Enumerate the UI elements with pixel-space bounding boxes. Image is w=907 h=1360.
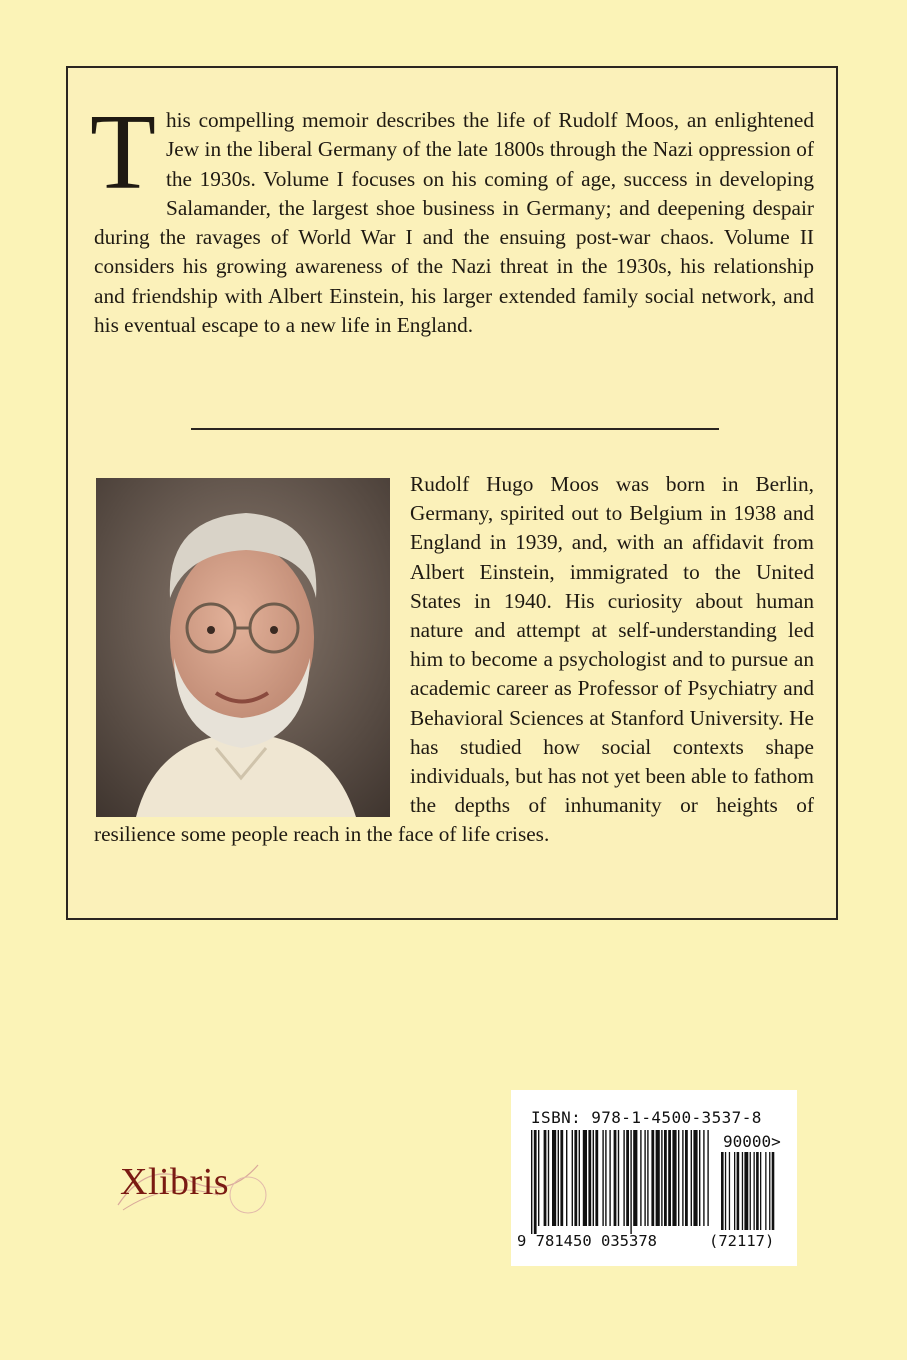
blurb-dropcap: T <box>90 93 156 212</box>
addon-bar <box>769 1152 770 1230</box>
addon-bar <box>756 1152 759 1230</box>
barcode-bar <box>691 1130 692 1226</box>
isbn-barcode <box>511 1090 797 1266</box>
barcode-bar <box>623 1130 624 1226</box>
addon-bar <box>760 1152 761 1230</box>
barcode-bar <box>588 1130 591 1226</box>
isbn-label: ISBN: 978-1-4500-3537-8 <box>531 1108 762 1127</box>
barcode-bar <box>633 1130 637 1226</box>
barcode-bar <box>664 1130 667 1226</box>
barcode-bar <box>602 1130 603 1226</box>
price-code: 90000> <box>723 1132 781 1151</box>
addon-bar <box>725 1152 726 1230</box>
barcode-bar <box>538 1130 539 1226</box>
barcode-bar <box>595 1130 598 1226</box>
barcode-bar <box>605 1130 606 1226</box>
barcode-bars <box>531 1130 781 1234</box>
barcode-bar <box>651 1130 654 1226</box>
addon-bar <box>721 1152 724 1230</box>
barcode-bar <box>548 1130 549 1226</box>
barcode-bar <box>699 1130 700 1226</box>
barcode-bar <box>678 1130 679 1226</box>
barcode-bar <box>682 1130 683 1226</box>
barcode-bar <box>609 1130 610 1226</box>
addon-bar <box>754 1152 755 1230</box>
author-bio <box>94 470 814 850</box>
barcode-bar <box>707 1130 708 1226</box>
barcode-bar <box>661 1130 662 1226</box>
barcode-bar <box>572 1130 573 1226</box>
barcode-bar <box>668 1130 671 1226</box>
barcode-bar <box>560 1130 563 1226</box>
photo-spacer <box>94 470 410 812</box>
barcode-bar <box>579 1130 580 1226</box>
content-panel <box>66 66 838 920</box>
barcode-bar <box>647 1130 648 1226</box>
addon-bar <box>765 1152 766 1230</box>
barcode-bar <box>640 1130 641 1226</box>
barcode-digits: 9 781450 035378 <box>517 1232 657 1250</box>
barcode-bar <box>534 1130 537 1234</box>
barcode-bar <box>583 1130 587 1226</box>
barcode-bar <box>693 1130 697 1226</box>
barcode-bar <box>544 1130 547 1226</box>
addon-bar <box>744 1152 748 1230</box>
barcode-bar <box>558 1130 559 1226</box>
barcode-bar <box>593 1130 594 1226</box>
barcode-bar <box>626 1130 629 1226</box>
barcode-bar <box>552 1130 556 1226</box>
barcode-bar <box>630 1130 631 1234</box>
barcode-bar <box>703 1130 704 1226</box>
addon-bar <box>734 1152 735 1230</box>
barcode-bar <box>614 1130 617 1226</box>
barcode-bar <box>644 1130 645 1226</box>
barcode-bar <box>566 1130 567 1226</box>
publisher-name: Xlibris <box>120 1161 230 1203</box>
addon-bar <box>772 1152 775 1230</box>
addon-bar <box>729 1152 730 1230</box>
blurb-text: his compelling memoir describes the life of Rudolf Moos, an enlightened Jew in the liberal Germany of the late 1800s through the Nazi oppression of the 1930s. Volume I focuses on his coming of age, success in developing Salamander, the largest shoe business in Germany; and deepening despair during the ravages of World War I and the ensuing post-war chaos. Volume II considers his growing awareness of the Nazi threat in the 1930s, his relationship and friendship with Albert Einstein, his larger extended family social network, and his eventual escape to a new life in England. <box>94 108 814 338</box>
barcode-bar <box>531 1130 532 1234</box>
addon-bar <box>750 1152 751 1230</box>
addon-digits: (72117) <box>709 1232 775 1250</box>
barcode-bar <box>618 1130 619 1226</box>
addon-bar <box>742 1152 743 1230</box>
section-divider <box>191 428 719 430</box>
addon-bar <box>737 1152 740 1230</box>
barcode-bar <box>685 1130 688 1226</box>
barcode-bar <box>574 1130 577 1226</box>
barcode-bar <box>656 1130 660 1226</box>
barcode-bar <box>672 1130 676 1226</box>
book-blurb <box>90 93 814 340</box>
publisher-logo <box>108 1150 278 1220</box>
author-bio-text: Rudolf Hugo Moos was born in Berlin, Germany, spirited out to Belgium in 1938 and England in 1939, and, with an affidavit from Albert Einstein, immigrated to the United States in 1940. His curiosity about human nature and attempt at self-understanding led him to become a psychologist and to pursue an academic career as Professor of Psychiatry and Behavioral Sciences at Stanford University. He has studied how social contexts shape individuals, but has not yet been able to fathom the depths of inhumanity or heights of resilience some people reach in the face of life crises. <box>94 472 814 847</box>
